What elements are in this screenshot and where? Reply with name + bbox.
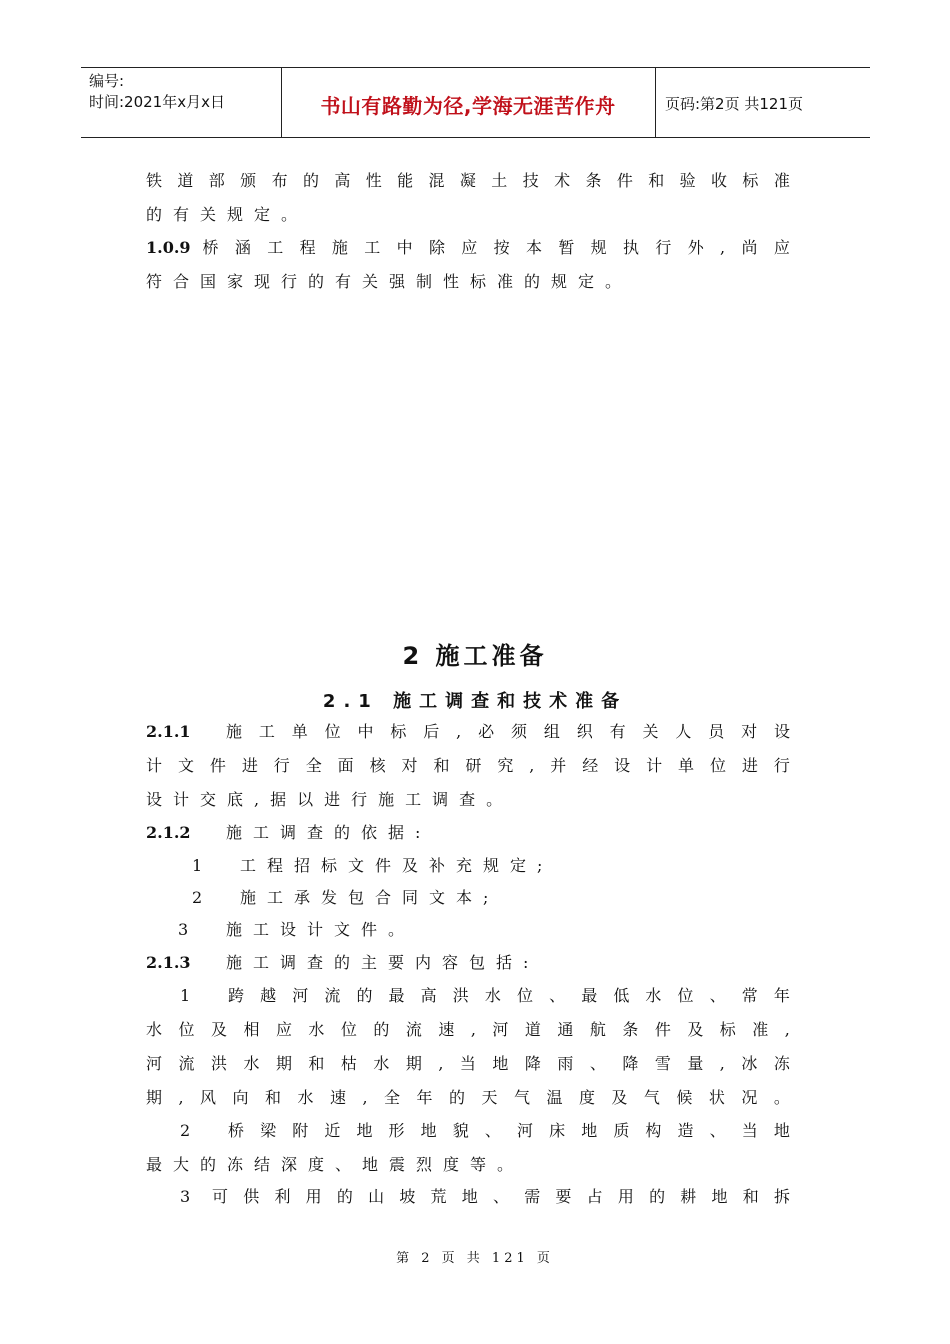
clause-number: 2.1.1 bbox=[146, 722, 191, 741]
glyph: 要 bbox=[555, 1187, 572, 1206]
glyph: 条 bbox=[622, 1020, 639, 1039]
glyph: 水 bbox=[484, 986, 501, 1005]
glyph: 、 bbox=[549, 986, 566, 1005]
chapter-title: 2 施工准备 bbox=[402, 642, 548, 670]
glyph: 航 bbox=[589, 1020, 606, 1039]
glyph: 条 bbox=[585, 171, 602, 190]
list-text: 施工设计文件。 bbox=[226, 920, 416, 939]
glyph: , bbox=[456, 722, 462, 741]
glyph: , bbox=[178, 1088, 184, 1107]
clause-number: 2.1.2 bbox=[146, 823, 191, 842]
clause-text: 施工调查的依据: bbox=[226, 823, 432, 842]
glyph: 标 bbox=[390, 722, 407, 741]
glyph: 对 bbox=[741, 722, 758, 741]
glyph: 向 bbox=[232, 1088, 249, 1107]
glyph: 貌 bbox=[452, 1121, 469, 1140]
glyph: 进 bbox=[241, 756, 258, 775]
glyph: 布 bbox=[271, 171, 288, 190]
clause-1-0-9 bbox=[146, 237, 790, 259]
body-line bbox=[146, 755, 790, 777]
glyph: 外 bbox=[687, 238, 704, 257]
page-footer: 第 2 页 共 121 页 bbox=[396, 1251, 554, 1266]
list-text: 施工承发包合同文本; bbox=[240, 888, 500, 907]
header-meta bbox=[89, 71, 279, 113]
list-number: 2 bbox=[180, 1121, 191, 1140]
clause-text bbox=[203, 237, 790, 259]
glyph: 人 bbox=[675, 722, 692, 741]
glyph: 梁 bbox=[260, 1121, 277, 1140]
glyph: 利 bbox=[274, 1187, 291, 1206]
glyph: 铁 bbox=[146, 171, 163, 190]
glyph: 进 bbox=[741, 756, 758, 775]
list-number: 2 bbox=[192, 888, 203, 907]
glyph: 文 bbox=[177, 756, 194, 775]
glyph: 占 bbox=[586, 1187, 603, 1206]
glyph: 荒 bbox=[430, 1187, 447, 1206]
glyph: 全 bbox=[384, 1088, 401, 1107]
glyph: 和 bbox=[433, 756, 450, 775]
body-line bbox=[146, 1019, 790, 1041]
glyph: 准 bbox=[752, 1020, 769, 1039]
glyph: 标 bbox=[719, 1020, 736, 1039]
glyph: 位 bbox=[516, 986, 533, 1005]
glyph: 技 bbox=[522, 171, 539, 190]
body-line bbox=[146, 170, 790, 192]
list-number: 3 bbox=[178, 920, 189, 939]
glyph: 应 bbox=[773, 238, 790, 257]
glyph: 的 bbox=[336, 1187, 353, 1206]
glyph: 能 bbox=[397, 171, 414, 190]
clause-text: 施工调查的主要内容包括: bbox=[226, 953, 540, 972]
glyph: 近 bbox=[324, 1121, 341, 1140]
glyph: 桥 bbox=[202, 238, 219, 257]
glyph: 及 bbox=[611, 1088, 628, 1107]
glyph: 位 bbox=[324, 722, 341, 741]
glyph: 地 bbox=[711, 1187, 728, 1206]
glyph: 地 bbox=[773, 1121, 790, 1140]
glyph: 应 bbox=[461, 238, 478, 257]
glyph: 、 bbox=[492, 1187, 509, 1206]
glyph: 和 bbox=[308, 1054, 325, 1073]
glyph: 的 bbox=[356, 986, 373, 1005]
glyph: 验 bbox=[679, 171, 696, 190]
glyph: 耕 bbox=[680, 1187, 697, 1206]
glyph: 件 bbox=[654, 1020, 671, 1039]
glyph: 准 bbox=[773, 171, 790, 190]
glyph: 况 bbox=[741, 1088, 758, 1107]
glyph: 度 bbox=[578, 1088, 595, 1107]
glyph: 、 bbox=[709, 1121, 726, 1140]
glyph: 涵 bbox=[234, 238, 251, 257]
glyph: 土 bbox=[491, 171, 508, 190]
glyph: 收 bbox=[711, 171, 728, 190]
glyph: 用 bbox=[617, 1187, 634, 1206]
list-number: 1 bbox=[192, 856, 203, 875]
glyph: 、 bbox=[484, 1121, 501, 1140]
clause-number: 2.1.3 bbox=[146, 953, 191, 972]
glyph: 的 bbox=[449, 1088, 466, 1107]
glyph: 面 bbox=[337, 756, 354, 775]
glyph: 可 bbox=[212, 1187, 229, 1206]
glyph: 本 bbox=[525, 238, 542, 257]
glyph: 温 bbox=[546, 1088, 563, 1107]
glyph: , bbox=[470, 1020, 476, 1039]
glyph: 高 bbox=[334, 171, 351, 190]
glyph: 除 bbox=[428, 238, 445, 257]
glyph: 流 bbox=[178, 1054, 195, 1073]
glyph: 、 bbox=[709, 986, 726, 1005]
header-motto: 书山有路勤为径,学海无涯苦作舟 bbox=[320, 94, 616, 118]
glyph: 执 bbox=[623, 238, 640, 257]
glyph: 桥 bbox=[228, 1121, 245, 1140]
glyph: 坡 bbox=[399, 1187, 416, 1206]
glyph: 部 bbox=[208, 171, 225, 190]
glyph: 混 bbox=[428, 171, 445, 190]
clause-text bbox=[226, 721, 790, 743]
glyph: 有 bbox=[609, 722, 626, 741]
glyph: 行 bbox=[773, 756, 790, 775]
glyph: 地 bbox=[420, 1121, 437, 1140]
glyph: 的 bbox=[373, 1020, 390, 1039]
glyph: 设 bbox=[773, 722, 790, 741]
glyph: 的 bbox=[302, 171, 319, 190]
glyph: 员 bbox=[708, 722, 725, 741]
glyph: 山 bbox=[368, 1187, 385, 1206]
clause-2-1-3 bbox=[146, 952, 790, 974]
list-text bbox=[212, 1186, 790, 1208]
glyph: 道 bbox=[177, 171, 194, 190]
header-divider bbox=[655, 68, 656, 137]
glyph: 地 bbox=[461, 1187, 478, 1206]
glyph: 低 bbox=[613, 986, 630, 1005]
glyph: , bbox=[438, 1054, 444, 1073]
body-line: 设计交底,据以进行施工调查。 bbox=[146, 790, 514, 809]
glyph: 水 bbox=[146, 1020, 163, 1039]
glyph: 供 bbox=[243, 1187, 260, 1206]
glyph: 和 bbox=[648, 171, 665, 190]
glyph: 越 bbox=[260, 986, 277, 1005]
glyph: 件 bbox=[209, 756, 226, 775]
list-item bbox=[178, 919, 778, 941]
glyph: 的 bbox=[649, 1187, 666, 1206]
glyph: 高 bbox=[420, 986, 437, 1005]
glyph: 地 bbox=[492, 1054, 509, 1073]
list-text: 工程招标文件及补充规定; bbox=[240, 856, 554, 875]
glyph: 单 bbox=[291, 722, 308, 741]
glyph: 工 bbox=[258, 722, 275, 741]
glyph: 冰 bbox=[741, 1054, 758, 1073]
glyph: 风 bbox=[200, 1088, 217, 1107]
glyph: 枯 bbox=[340, 1054, 357, 1073]
glyph: 术 bbox=[554, 171, 571, 190]
content-item-1 bbox=[146, 985, 790, 1007]
glyph: 洪 bbox=[452, 986, 469, 1005]
clause-number: 1.0.9 bbox=[146, 238, 191, 257]
glyph: 天 bbox=[481, 1088, 498, 1107]
glyph: 规 bbox=[590, 238, 607, 257]
glyph: 水 bbox=[297, 1088, 314, 1107]
glyph: 必 bbox=[478, 722, 495, 741]
list-text bbox=[228, 1120, 790, 1142]
glyph: 和 bbox=[742, 1187, 759, 1206]
glyph: 当 bbox=[741, 1121, 758, 1140]
glyph: 候 bbox=[676, 1088, 693, 1107]
glyph: 跨 bbox=[228, 986, 245, 1005]
glyph: 性 bbox=[365, 171, 382, 190]
glyph: 需 bbox=[524, 1187, 541, 1206]
glyph: 位 bbox=[340, 1020, 357, 1039]
glyph: 位 bbox=[677, 986, 694, 1005]
glyph: 按 bbox=[493, 238, 510, 257]
body-line bbox=[146, 1053, 790, 1075]
glyph: 对 bbox=[401, 756, 418, 775]
glyph: 中 bbox=[357, 722, 374, 741]
glyph: 雨 bbox=[557, 1054, 574, 1073]
glyph: 及 bbox=[210, 1020, 227, 1039]
glyph: 位 bbox=[709, 756, 726, 775]
glyph: 及 bbox=[687, 1020, 704, 1039]
glyph: 期 bbox=[405, 1054, 422, 1073]
glyph: 工 bbox=[267, 238, 284, 257]
glyph: 状 bbox=[708, 1088, 725, 1107]
glyph: , bbox=[362, 1088, 368, 1107]
glyph: 行 bbox=[273, 756, 290, 775]
glyph: 量 bbox=[687, 1054, 704, 1073]
glyph: 河 bbox=[492, 1020, 509, 1039]
glyph: 标 bbox=[742, 171, 759, 190]
glyph: 速 bbox=[329, 1088, 346, 1107]
glyph: 全 bbox=[305, 756, 322, 775]
glyph: 计 bbox=[146, 756, 163, 775]
glyph: 通 bbox=[557, 1020, 574, 1039]
glyph: 道 bbox=[524, 1020, 541, 1039]
clause-2-1-2 bbox=[146, 822, 790, 844]
glyph: , bbox=[719, 1054, 725, 1073]
header-page-info: 页码:第2页 共121页 bbox=[665, 95, 803, 113]
glyph: 凝 bbox=[459, 171, 476, 190]
glyph: 关 bbox=[642, 722, 659, 741]
page-header bbox=[81, 67, 870, 138]
doc-time-label: 时间:2021年x月x日 bbox=[89, 93, 225, 111]
list-item bbox=[192, 887, 792, 909]
glyph: 。 bbox=[773, 1088, 790, 1107]
glyph: 件 bbox=[616, 171, 633, 190]
glyph: 经 bbox=[582, 756, 599, 775]
glyph: 当 bbox=[459, 1054, 476, 1073]
glyph: 水 bbox=[645, 986, 662, 1005]
glyph: 期 bbox=[146, 1088, 163, 1107]
glyph: 水 bbox=[243, 1054, 260, 1073]
glyph: 并 bbox=[550, 756, 567, 775]
clause-2-1-1 bbox=[146, 721, 790, 743]
glyph: 降 bbox=[622, 1054, 639, 1073]
glyph: , bbox=[529, 756, 535, 775]
glyph: 拆 bbox=[773, 1187, 790, 1206]
doc-number-label: 编号: bbox=[89, 72, 125, 90]
glyph: 河 bbox=[516, 1121, 533, 1140]
list-item bbox=[192, 855, 792, 877]
glyph: 最 bbox=[581, 986, 598, 1005]
glyph: 核 bbox=[369, 756, 386, 775]
glyph: 年 bbox=[416, 1088, 433, 1107]
glyph: 水 bbox=[373, 1054, 390, 1073]
glyph: 和 bbox=[265, 1088, 282, 1107]
content-item-3 bbox=[146, 1186, 790, 1208]
glyph: 降 bbox=[524, 1054, 541, 1073]
glyph: 后 bbox=[423, 722, 440, 741]
glyph: 常 bbox=[741, 986, 758, 1005]
glyph: 研 bbox=[465, 756, 482, 775]
glyph: 年 bbox=[773, 986, 790, 1005]
content-item-2 bbox=[146, 1120, 790, 1142]
body-line: 符合国家现行的有关强制性标准的规定。 bbox=[146, 272, 633, 291]
body-line bbox=[146, 1087, 790, 1109]
glyph: 水 bbox=[308, 1020, 325, 1039]
glyph: 用 bbox=[305, 1187, 322, 1206]
glyph: 计 bbox=[646, 756, 663, 775]
glyph: 洪 bbox=[210, 1054, 227, 1073]
glyph: 颁 bbox=[240, 171, 257, 190]
glyph: 施 bbox=[331, 238, 348, 257]
glyph: 行 bbox=[655, 238, 672, 257]
glyph: 位 bbox=[178, 1020, 195, 1039]
glyph: 程 bbox=[299, 238, 316, 257]
glyph: 暂 bbox=[558, 238, 575, 257]
glyph: 期 bbox=[275, 1054, 292, 1073]
glyph: 构 bbox=[645, 1121, 662, 1140]
glyph: 须 bbox=[510, 722, 527, 741]
glyph: 气 bbox=[643, 1088, 660, 1107]
glyph: 工 bbox=[364, 238, 381, 257]
glyph: 形 bbox=[388, 1121, 405, 1140]
body-line: 最大的冻结深度、地震烈度等。 bbox=[146, 1155, 525, 1174]
glyph: 流 bbox=[324, 986, 341, 1005]
glyph: 织 bbox=[576, 722, 593, 741]
glyph: 附 bbox=[292, 1121, 309, 1140]
glyph: , bbox=[720, 238, 726, 257]
glyph: 最 bbox=[388, 986, 405, 1005]
glyph: 地 bbox=[356, 1121, 373, 1140]
glyph: 、 bbox=[589, 1054, 606, 1073]
glyph: 组 bbox=[543, 722, 560, 741]
list-text bbox=[228, 985, 790, 1007]
glyph: 河 bbox=[292, 986, 309, 1005]
body-line: 的有关规定。 bbox=[146, 205, 309, 224]
glyph: 究 bbox=[497, 756, 514, 775]
glyph: 速 bbox=[438, 1020, 455, 1039]
glyph: 床 bbox=[549, 1121, 566, 1140]
list-number: 1 bbox=[180, 986, 191, 1005]
glyph: 造 bbox=[677, 1121, 694, 1140]
glyph: 质 bbox=[613, 1121, 630, 1140]
glyph: 冻 bbox=[773, 1054, 790, 1073]
glyph: 雪 bbox=[654, 1054, 671, 1073]
glyph: 河 bbox=[146, 1054, 163, 1073]
glyph: 地 bbox=[581, 1121, 598, 1140]
glyph: 气 bbox=[513, 1088, 530, 1107]
glyph: 流 bbox=[405, 1020, 422, 1039]
glyph: 尚 bbox=[741, 238, 758, 257]
glyph: 设 bbox=[614, 756, 631, 775]
glyph: 应 bbox=[275, 1020, 292, 1039]
list-number: 3 bbox=[180, 1187, 191, 1206]
glyph: 中 bbox=[396, 238, 413, 257]
glyph: 单 bbox=[678, 756, 695, 775]
section-title: 2.1 施工调查和技术准备 bbox=[322, 691, 628, 712]
glyph: 施 bbox=[226, 722, 243, 741]
glyph: 相 bbox=[243, 1020, 260, 1039]
glyph: , bbox=[784, 1020, 790, 1039]
